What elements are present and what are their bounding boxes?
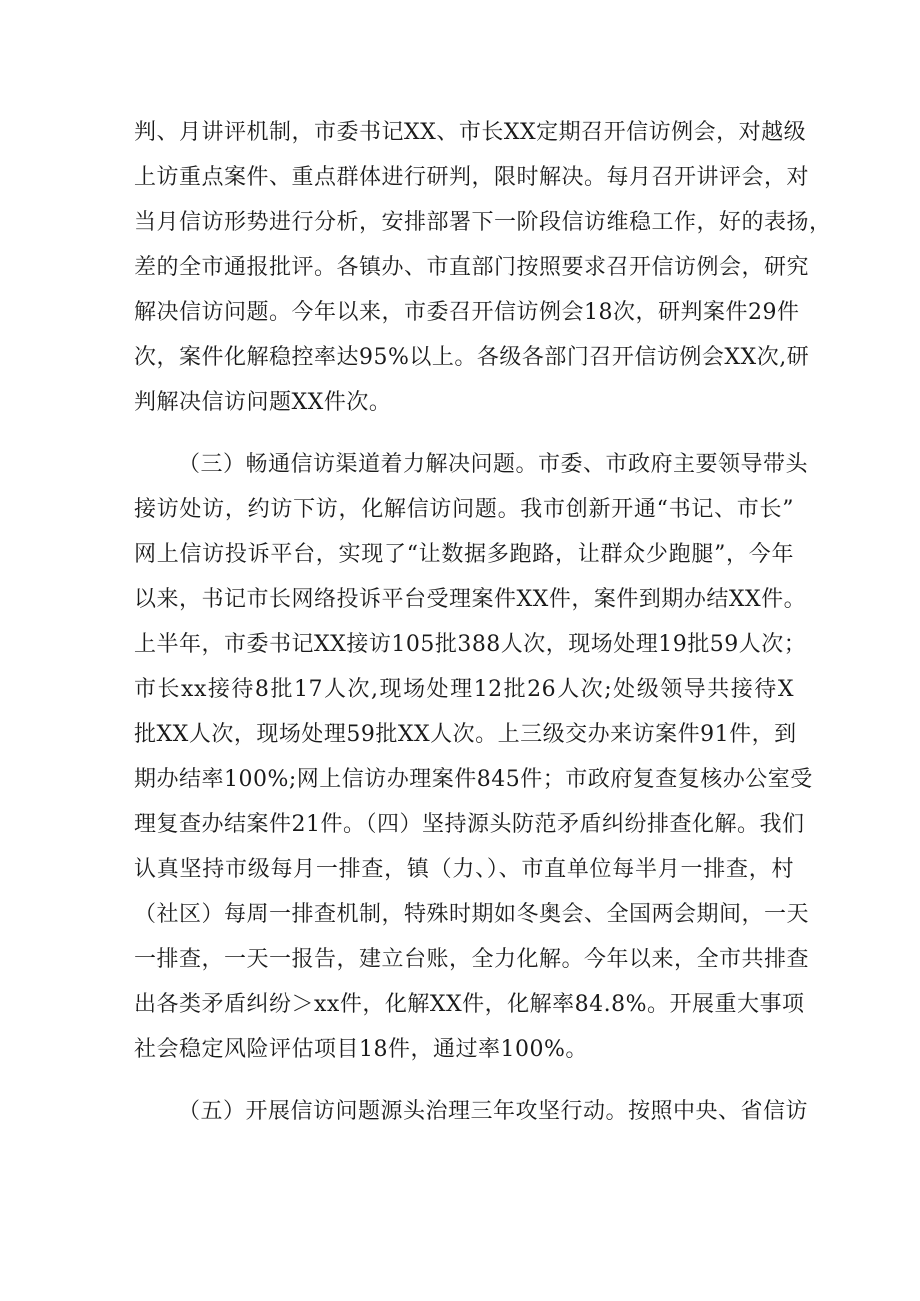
text-line: 出各类矛盾纠纷＞xx件，化解XX件，化解率84.8%。开展重大事项 — [134, 992, 805, 1017]
text-line: 判、月讲评机制，市委书记XX、市长XX定期召开信访例会，对越级 — [134, 120, 807, 145]
text-line: 认真坚持市级每月一排查，镇（力、）、市直单位每半月一排查，村 — [134, 857, 794, 882]
text-line: 差的全市通报批评。各镇办、市直部门按照要求召开信访例会，研究 — [134, 255, 810, 280]
text-line: 当月信访形势进行分析，安排部署下一阶段信访维稳工作，好的表扬， — [134, 210, 832, 235]
text-line: 上半年，市委书记XX接访105批388人次，现场处理19批59人次； — [134, 632, 807, 657]
text-line: 判解决信访问题XX件次。 — [134, 390, 392, 415]
text-line: 次，案件化解稳控率达95%以上。各级各部门召开信访例会XX次,研 — [134, 345, 810, 370]
text-line: 理复查办结案件21件。（四）坚持源头防范矛盾纠纷排查化解。我们 — [134, 812, 805, 837]
section-heading-line: （三）畅通信访渠道着力解决问题。市委、市政府主要领导带头 — [178, 452, 809, 477]
text-line: 解决信访问题。今年以来，市委召开信访例会18次，研判案件29件 — [134, 300, 800, 325]
text-line: 市长xx接待8批17人次,现场处理12批26人次;处级领导共接待X — [134, 677, 794, 702]
text-line: 上访重点案件、重点群体进行研判，限时解决。每月召开讲评会，对 — [134, 165, 810, 190]
section-heading-line: （五）开展信访问题源头治理三年攻坚行动。按照中央、省信访 — [178, 1099, 809, 1124]
text-line: 期办结率100%;网上信访办理案件845件；市政府复查复核办公室受 — [134, 767, 813, 792]
text-line: 社会稳定风险评估项目18件，通过率100%。 — [134, 1037, 588, 1062]
text-line: 以来，书记市长网络投诉平台受理案件XX件，案件到期办结XX件。 — [134, 587, 807, 612]
text-line: 网上信访投诉平台，实现了“让数据多跑路，让群众少跑腿”，今年 — [134, 542, 794, 567]
text-line: 一排查，一天一报告，建立台账，全力化解。今年以来，全市共排查 — [134, 947, 810, 972]
text-line: 批XX人次，现场处理59批XX人次。上三级交办来访案件91件，到 — [134, 722, 797, 747]
text-line: 接访处访，约访下访，化解信访问题。我市创新开通“书记、市长” — [134, 497, 794, 522]
text-line: （社区）每周一排查机制，特殊时期如冬奥会、全国两会期间，一天 — [134, 902, 810, 927]
